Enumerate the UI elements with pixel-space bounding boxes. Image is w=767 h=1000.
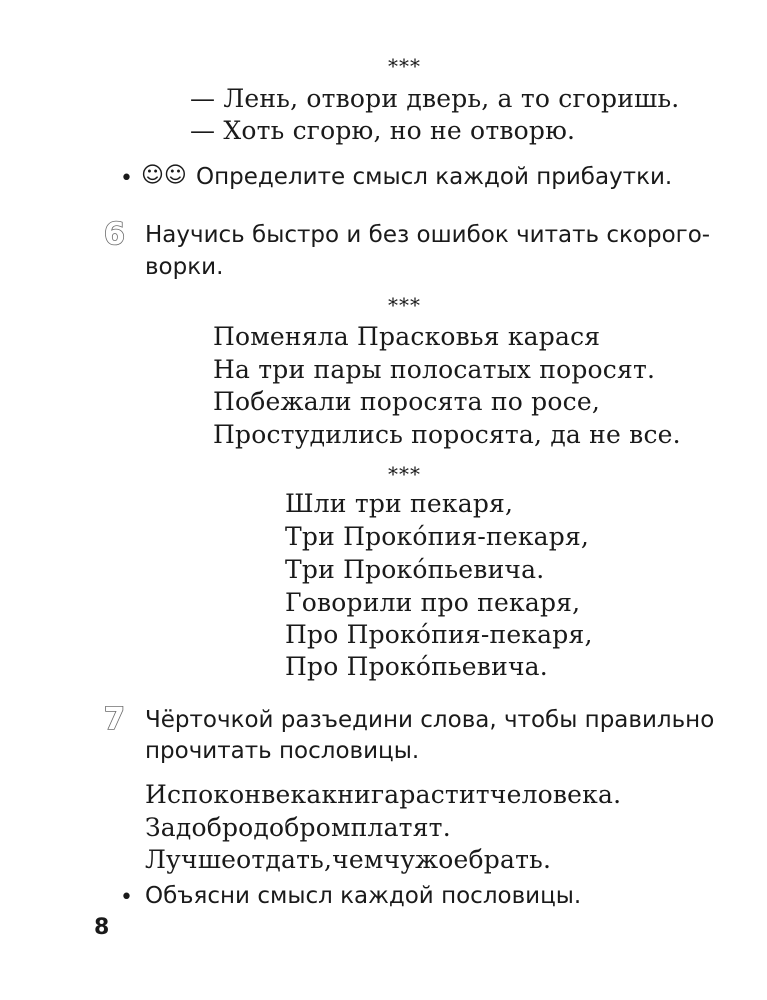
poem-line: Простудились поросята, да не все. (213, 420, 681, 449)
dialogue-line: — Хоть сгорю, но не отворю. (190, 116, 576, 145)
task-7-bullet-text: Объясни смысл каждой пословицы. (145, 883, 582, 909)
smiley-icon: ☺☺ (141, 163, 187, 188)
task-text: Определите смысл каждой прибаутки. (196, 164, 673, 190)
poem-line: Про Прокóпьевича. (285, 652, 548, 681)
separator-stars: *** (388, 54, 421, 78)
proverb: Лучшеотдать,чемчужоебрать. (145, 845, 552, 874)
task-number-6: 6 (104, 217, 125, 252)
task-7-text: Чёрточкой разъедини слова, чтобы правильно (145, 707, 715, 733)
poem-line: Три Прокóпьевича. (285, 555, 545, 584)
dialogue-line: — Лень, отвори дверь, а то сгоришь. (190, 84, 680, 113)
task-6-text: ворки. (145, 254, 224, 280)
separator-stars: *** (388, 293, 421, 317)
proverb: Задобродобромплатят. (145, 813, 451, 842)
task-number-7: 7 (104, 702, 125, 737)
poem-line: Три Прокóпия-пекаря, (285, 522, 590, 551)
task-6-text: Научись быстро и без ошибок читать скорого- (145, 222, 711, 248)
poem-line: Побежали поросята по росе, (213, 387, 600, 416)
bullet: • (120, 166, 133, 191)
page-number: 8 (94, 915, 110, 940)
proverb: Испоконвекакнигараститчеловека. (145, 780, 622, 809)
poem-line: Про Прокóпия-пекаря, (285, 620, 593, 649)
poem-line: Говорили про пекаря, (285, 588, 581, 617)
poem-line: Поменяла Прасковья карася (213, 322, 601, 351)
task-7-text: прочитать пословицы. (145, 738, 420, 764)
poem-line: На три пары полосатых поросят. (213, 355, 656, 384)
poem-line: Шли три пекаря, (285, 489, 514, 518)
separator-stars: *** (388, 462, 421, 486)
bullet: • (120, 885, 133, 910)
